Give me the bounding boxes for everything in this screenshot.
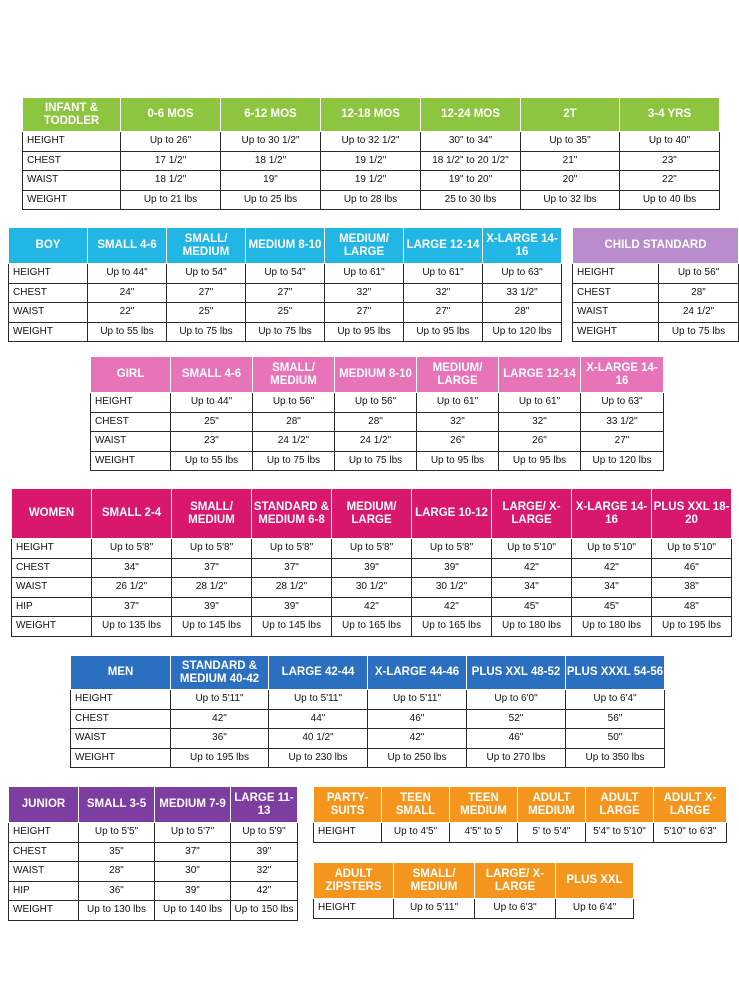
table-cell: Up to 61" xyxy=(404,264,483,284)
table-cell: Up to 5'8" xyxy=(252,539,332,559)
table-cell: 32" xyxy=(404,283,483,303)
table-cell: Up to 95 lbs xyxy=(404,322,483,342)
table-title: MEN xyxy=(71,656,171,690)
table-row xyxy=(71,690,665,710)
table-cell: 36" xyxy=(171,729,269,749)
table-cell: 17 1/2" xyxy=(121,151,221,171)
table-cell: 25 to 30 lbs xyxy=(421,190,521,210)
table-cell: 32" xyxy=(417,412,499,432)
table-cell: Up to 5'11" xyxy=(269,690,368,710)
table-cell: Up to 5'8" xyxy=(412,539,492,559)
size-header: SMALL/ MEDIUM xyxy=(172,489,252,539)
table-cell: Up to 55 lbs xyxy=(171,451,253,471)
adult-zipsters-table xyxy=(313,862,634,919)
size-header: X-LARGE 14-16 xyxy=(483,228,562,264)
size-header: 6-12 MOS xyxy=(221,98,321,132)
table-cell: Up to 120 lbs xyxy=(581,451,664,471)
header-row xyxy=(314,787,727,823)
row-label: WEIGHT xyxy=(23,190,121,210)
table-cell: 33 1/2" xyxy=(483,283,562,303)
row-label: HEIGHT xyxy=(314,899,394,919)
table-cell: Up to 75 lbs xyxy=(659,322,739,342)
table-cell: 39" xyxy=(231,842,298,862)
table-cell: 37" xyxy=(155,842,231,862)
table-cell: 30" xyxy=(155,862,231,882)
size-header: LARGE 12-14 xyxy=(404,228,483,264)
table-row xyxy=(9,862,298,882)
table-cell: 44" xyxy=(269,709,368,729)
junior-table xyxy=(8,786,298,921)
table-cell: 32" xyxy=(325,283,404,303)
size-header: SMALL 3-5 xyxy=(79,787,155,823)
size-header: PLUS XXL 18-20 xyxy=(652,489,732,539)
table-cell: Up to 54" xyxy=(167,264,246,284)
size-header: SMALL/ MEDIUM xyxy=(394,863,475,899)
table-cell: Up to 5'8" xyxy=(172,539,252,559)
table-cell: 30 1/2" xyxy=(412,578,492,598)
table-cell: Up to 180 lbs xyxy=(572,617,652,637)
table-cell: 28" xyxy=(335,412,417,432)
table-cell: 37" xyxy=(252,558,332,578)
table-row xyxy=(91,393,664,413)
table-cell: Up to 135 lbs xyxy=(92,617,172,637)
size-header: STANDARD & MEDIUM 6-8 xyxy=(252,489,332,539)
table-cell: Up to 54" xyxy=(246,264,325,284)
table-cell: 39" xyxy=(155,881,231,901)
row-label: WAIST xyxy=(71,729,171,749)
size-header: MEDIUM 8-10 xyxy=(246,228,325,264)
row-label: WAIST xyxy=(91,432,171,452)
table-cell: Up to 5'11" xyxy=(394,899,475,919)
size-header: ADULT X-LARGE xyxy=(654,787,727,823)
row-label: WEIGHT xyxy=(91,451,171,471)
size-header: SMALL 4-6 xyxy=(171,357,253,393)
table-row xyxy=(12,617,732,637)
header-row xyxy=(71,656,665,690)
size-header: MEDIUM 7-9 xyxy=(155,787,231,823)
table-cell: 4'5" to 5' xyxy=(450,823,518,843)
table-row xyxy=(9,283,562,303)
header-row xyxy=(23,98,720,132)
header-row xyxy=(314,863,634,899)
table-cell: 24 1/2" xyxy=(335,432,417,452)
size-header: X-LARGE 14-16 xyxy=(581,357,664,393)
table-cell: Up to 61" xyxy=(417,393,499,413)
table-cell: 21" xyxy=(521,151,620,171)
table-cell: Up to 32 1/2" xyxy=(321,132,421,152)
table-cell: Up to 40 lbs xyxy=(620,190,720,210)
table-title: GIRL xyxy=(91,357,171,393)
table-cell: Up to 32 lbs xyxy=(521,190,620,210)
size-header: ADULT MEDIUM xyxy=(518,787,586,823)
table-cell: 27" xyxy=(246,283,325,303)
header-row xyxy=(9,228,562,264)
table-title: CHILD STANDARD xyxy=(573,228,739,264)
infant-toddler-table xyxy=(22,97,720,210)
table-cell: Up to 56" xyxy=(659,264,739,284)
table-cell: 42" xyxy=(492,558,572,578)
table-row xyxy=(23,132,720,152)
table-cell: 34" xyxy=(492,578,572,598)
size-header: LARGE/ X-LARGE xyxy=(475,863,556,899)
row-label: WAIST xyxy=(9,862,79,882)
table-cell: 28" xyxy=(659,283,739,303)
table-cell: 48" xyxy=(652,597,732,617)
size-header: MEDIUM 8-10 xyxy=(335,357,417,393)
table-cell: Up to 270 lbs xyxy=(467,748,566,768)
table-cell: Up to 145 lbs xyxy=(252,617,332,637)
size-header: LARGE/ X-LARGE xyxy=(492,489,572,539)
size-header: PLUS XXL xyxy=(556,863,634,899)
table-cell: 18 1/2" xyxy=(121,171,221,191)
size-header: TEEN MEDIUM xyxy=(450,787,518,823)
table-cell: 26" xyxy=(417,432,499,452)
table-row xyxy=(71,709,665,729)
table-cell: 42" xyxy=(412,597,492,617)
size-header: LARGE 10-12 xyxy=(412,489,492,539)
size-header: MEDIUM/ LARGE xyxy=(325,228,404,264)
table-cell: 42" xyxy=(332,597,412,617)
size-header: TEEN SMALL xyxy=(382,787,450,823)
row-label: WAIST xyxy=(9,303,88,323)
table-cell: 32" xyxy=(231,862,298,882)
table-cell: Up to 195 lbs xyxy=(171,748,269,768)
table-cell: Up to 6'3" xyxy=(475,899,556,919)
table-cell: Up to 350 lbs xyxy=(566,748,665,768)
table-cell: 26" xyxy=(499,432,581,452)
table-cell: 34" xyxy=(92,558,172,578)
table-cell: Up to 61" xyxy=(325,264,404,284)
table-cell: 18 1/2" xyxy=(221,151,321,171)
header-row xyxy=(573,228,739,264)
size-header: 12-24 MOS xyxy=(421,98,521,132)
table-cell: Up to 130 lbs xyxy=(79,901,155,921)
table-cell: 27" xyxy=(581,432,664,452)
row-label: HEIGHT xyxy=(9,823,79,843)
row-label: HEIGHT xyxy=(23,132,121,152)
row-label: HEIGHT xyxy=(573,264,659,284)
size-header: ADULT LARGE xyxy=(586,787,654,823)
table-row xyxy=(91,451,664,471)
table-cell: 5'10" to 6'3" xyxy=(654,823,727,843)
table-row xyxy=(573,283,739,303)
size-header: MEDIUM/ LARGE xyxy=(332,489,412,539)
table-cell: Up to 25 lbs xyxy=(221,190,321,210)
size-header: X-LARGE 44-46 xyxy=(368,656,467,690)
table-cell: 37" xyxy=(172,558,252,578)
table-cell: 39" xyxy=(252,597,332,617)
table-title: BOY xyxy=(9,228,88,264)
table-row xyxy=(573,303,739,323)
row-label: WAIST xyxy=(12,578,92,598)
size-header: STANDARD & MEDIUM 40-42 xyxy=(171,656,269,690)
table-cell: Up to 75 lbs xyxy=(246,322,325,342)
table-cell: Up to 5'8" xyxy=(92,539,172,559)
table-cell: Up to 21 lbs xyxy=(121,190,221,210)
size-header: LARGE 12-14 xyxy=(499,357,581,393)
table-cell: Up to 95 lbs xyxy=(417,451,499,471)
table-cell: 42" xyxy=(572,558,652,578)
table-cell: Up to 5'8" xyxy=(332,539,412,559)
size-header: LARGE 42-44 xyxy=(269,656,368,690)
table-cell: 27" xyxy=(404,303,483,323)
size-header: SMALL/ MEDIUM xyxy=(253,357,335,393)
row-label: WEIGHT xyxy=(9,322,88,342)
table-cell: 26 1/2" xyxy=(92,578,172,598)
row-label: CHEST xyxy=(573,283,659,303)
table-cell: 25" xyxy=(171,412,253,432)
table-cell: Up to 63" xyxy=(483,264,562,284)
boy-table xyxy=(8,227,562,342)
table-cell: 28" xyxy=(253,412,335,432)
table-row xyxy=(9,322,562,342)
party-suits-table xyxy=(313,786,727,843)
header-row xyxy=(9,787,298,823)
table-cell: Up to 4'5" xyxy=(382,823,450,843)
table-cell: 19 1/2" xyxy=(321,171,421,191)
table-cell: Up to 5'5" xyxy=(79,823,155,843)
size-header: 3-4 YRS xyxy=(620,98,720,132)
child-standard-table xyxy=(572,227,739,342)
table-cell: 46" xyxy=(467,729,566,749)
table-cell: Up to 165 lbs xyxy=(332,617,412,637)
table-row xyxy=(9,901,298,921)
table-cell: 50" xyxy=(566,729,665,749)
table-cell: 36" xyxy=(79,881,155,901)
size-header: LARGE 11-13 xyxy=(231,787,298,823)
row-label: HEIGHT xyxy=(9,264,88,284)
table-cell: Up to 250 lbs xyxy=(368,748,467,768)
girl-table xyxy=(90,356,664,471)
table-cell: 30 1/2" xyxy=(332,578,412,598)
table-cell: 18 1/2" to 20 1/2" xyxy=(421,151,521,171)
table-cell: 30" to 34" xyxy=(421,132,521,152)
table-cell: 28 1/2" xyxy=(252,578,332,598)
size-header: 12-18 MOS xyxy=(321,98,421,132)
table-cell: 19" to 20" xyxy=(421,171,521,191)
table-cell: 25" xyxy=(167,303,246,323)
table-cell: 27" xyxy=(325,303,404,323)
table-cell: 24 1/2" xyxy=(659,303,739,323)
table-cell: 19 1/2" xyxy=(321,151,421,171)
table-cell: Up to 5'9" xyxy=(231,823,298,843)
table-row xyxy=(9,842,298,862)
table-cell: Up to 44" xyxy=(88,264,167,284)
table-cell: 22" xyxy=(88,303,167,323)
table-cell: Up to 195 lbs xyxy=(652,617,732,637)
row-label: CHEST xyxy=(9,842,79,862)
table-row xyxy=(12,578,732,598)
table-cell: Up to 6'0" xyxy=(467,690,566,710)
table-row xyxy=(9,881,298,901)
header-row xyxy=(12,489,732,539)
table-cell: Up to 6'4" xyxy=(566,690,665,710)
table-cell: 24 1/2" xyxy=(253,432,335,452)
table-row xyxy=(71,729,665,749)
table-cell: 46" xyxy=(368,709,467,729)
row-label: HEIGHT xyxy=(12,539,92,559)
table-cell: 33 1/2" xyxy=(581,412,664,432)
table-cell: Up to 95 lbs xyxy=(499,451,581,471)
row-label: WEIGHT xyxy=(71,748,171,768)
table-cell: 28 1/2" xyxy=(172,578,252,598)
table-cell: Up to 61" xyxy=(499,393,581,413)
table-cell: Up to 230 lbs xyxy=(269,748,368,768)
table-cell: 37" xyxy=(92,597,172,617)
row-label: HEIGHT xyxy=(314,823,382,843)
table-cell: Up to 120 lbs xyxy=(483,322,562,342)
table-cell: 42" xyxy=(368,729,467,749)
table-cell: 20" xyxy=(521,171,620,191)
table-cell: 23" xyxy=(620,151,720,171)
table-cell: Up to 26" xyxy=(121,132,221,152)
table-row xyxy=(12,558,732,578)
table-cell: Up to 63" xyxy=(581,393,664,413)
table-cell: 40 1/2" xyxy=(269,729,368,749)
men-table xyxy=(70,655,665,768)
table-cell: Up to 75 lbs xyxy=(335,451,417,471)
table-row xyxy=(71,748,665,768)
table-cell: 45" xyxy=(492,597,572,617)
table-cell: Up to 150 lbs xyxy=(231,901,298,921)
size-header: X-LARGE 14-16 xyxy=(572,489,652,539)
row-label: HIP xyxy=(12,597,92,617)
women-table xyxy=(11,488,732,637)
table-cell: 34" xyxy=(572,578,652,598)
row-label: WEIGHT xyxy=(9,901,79,921)
table-cell: 39" xyxy=(412,558,492,578)
row-label: WEIGHT xyxy=(12,617,92,637)
table-cell: Up to 5'10" xyxy=(492,539,572,559)
table-cell: 22" xyxy=(620,171,720,191)
table-cell: 27" xyxy=(167,283,246,303)
table-cell: 35" xyxy=(79,842,155,862)
table-cell: Up to 6'4" xyxy=(556,899,634,919)
table-cell: Up to 30 1/2" xyxy=(221,132,321,152)
table-cell: 5' to 5'4" xyxy=(518,823,586,843)
size-header: SMALL 4-6 xyxy=(88,228,167,264)
table-cell: Up to 55 lbs xyxy=(88,322,167,342)
table-cell: Up to 180 lbs xyxy=(492,617,572,637)
row-label: WEIGHT xyxy=(573,322,659,342)
table-row xyxy=(314,899,634,919)
table-cell: Up to 56" xyxy=(335,393,417,413)
table-title: INFANT & TODDLER xyxy=(23,98,121,132)
table-row xyxy=(573,322,739,342)
table-cell: 45" xyxy=(572,597,652,617)
table-row xyxy=(23,171,720,191)
table-cell: 23" xyxy=(171,432,253,452)
table-row xyxy=(314,823,727,843)
size-header: SMALL/ MEDIUM xyxy=(167,228,246,264)
row-label: CHEST xyxy=(23,151,121,171)
table-title: JUNIOR xyxy=(9,787,79,823)
table-cell: 32" xyxy=(499,412,581,432)
table-cell: Up to 5'7" xyxy=(155,823,231,843)
table-cell: 42" xyxy=(231,881,298,901)
table-cell: Up to 56" xyxy=(253,393,335,413)
table-cell: 52" xyxy=(467,709,566,729)
size-header: PLUS XXXL 54-56 xyxy=(566,656,665,690)
table-cell: Up to 165 lbs xyxy=(412,617,492,637)
table-cell: 38" xyxy=(652,578,732,598)
size-header: MEDIUM/ LARGE xyxy=(417,357,499,393)
size-header: SMALL 2-4 xyxy=(92,489,172,539)
table-cell: 25" xyxy=(246,303,325,323)
row-label: CHEST xyxy=(71,709,171,729)
table-row xyxy=(23,151,720,171)
table-row xyxy=(12,597,732,617)
header-row xyxy=(91,357,664,393)
table-row xyxy=(9,303,562,323)
table-cell: 56" xyxy=(566,709,665,729)
table-row xyxy=(91,432,664,452)
table-cell: Up to 28 lbs xyxy=(321,190,421,210)
row-label: CHEST xyxy=(9,283,88,303)
table-title: PARTY-SUITS xyxy=(314,787,382,823)
table-cell: Up to 75 lbs xyxy=(253,451,335,471)
row-label: HIP xyxy=(9,881,79,901)
row-label: WAIST xyxy=(23,171,121,191)
table-row xyxy=(573,264,739,284)
table-cell: 42" xyxy=(171,709,269,729)
table-cell: 19" xyxy=(221,171,321,191)
row-label: HEIGHT xyxy=(91,393,171,413)
table-cell: Up to 145 lbs xyxy=(172,617,252,637)
table-cell: 28" xyxy=(79,862,155,882)
table-cell: Up to 44" xyxy=(171,393,253,413)
table-row xyxy=(12,539,732,559)
row-label: CHEST xyxy=(91,412,171,432)
table-row xyxy=(9,264,562,284)
row-label: WAIST xyxy=(573,303,659,323)
size-header: PLUS XXL 48-52 xyxy=(467,656,566,690)
table-cell: 39" xyxy=(332,558,412,578)
table-row xyxy=(23,190,720,210)
row-label: HEIGHT xyxy=(71,690,171,710)
table-cell: Up to 5'11" xyxy=(171,690,269,710)
table-cell: Up to 5'10" xyxy=(572,539,652,559)
size-header: 0-6 MOS xyxy=(121,98,221,132)
table-cell: Up to 40" xyxy=(620,132,720,152)
table-cell: 28" xyxy=(483,303,562,323)
table-title: ADULT ZIPSTERS xyxy=(314,863,394,899)
table-title: WOMEN xyxy=(12,489,92,539)
table-cell: Up to 140 lbs xyxy=(155,901,231,921)
table-cell: 39" xyxy=(172,597,252,617)
table-cell: Up to 35" xyxy=(521,132,620,152)
table-cell: 46" xyxy=(652,558,732,578)
table-cell: Up to 5'10" xyxy=(652,539,732,559)
table-cell: 24" xyxy=(88,283,167,303)
table-cell: Up to 95 lbs xyxy=(325,322,404,342)
table-row xyxy=(9,823,298,843)
table-row xyxy=(91,412,664,432)
table-cell: Up to 5'11" xyxy=(368,690,467,710)
row-label: CHEST xyxy=(12,558,92,578)
size-header: 2T xyxy=(521,98,620,132)
table-cell: Up to 75 lbs xyxy=(167,322,246,342)
table-cell: 5'4" to 5'10" xyxy=(586,823,654,843)
